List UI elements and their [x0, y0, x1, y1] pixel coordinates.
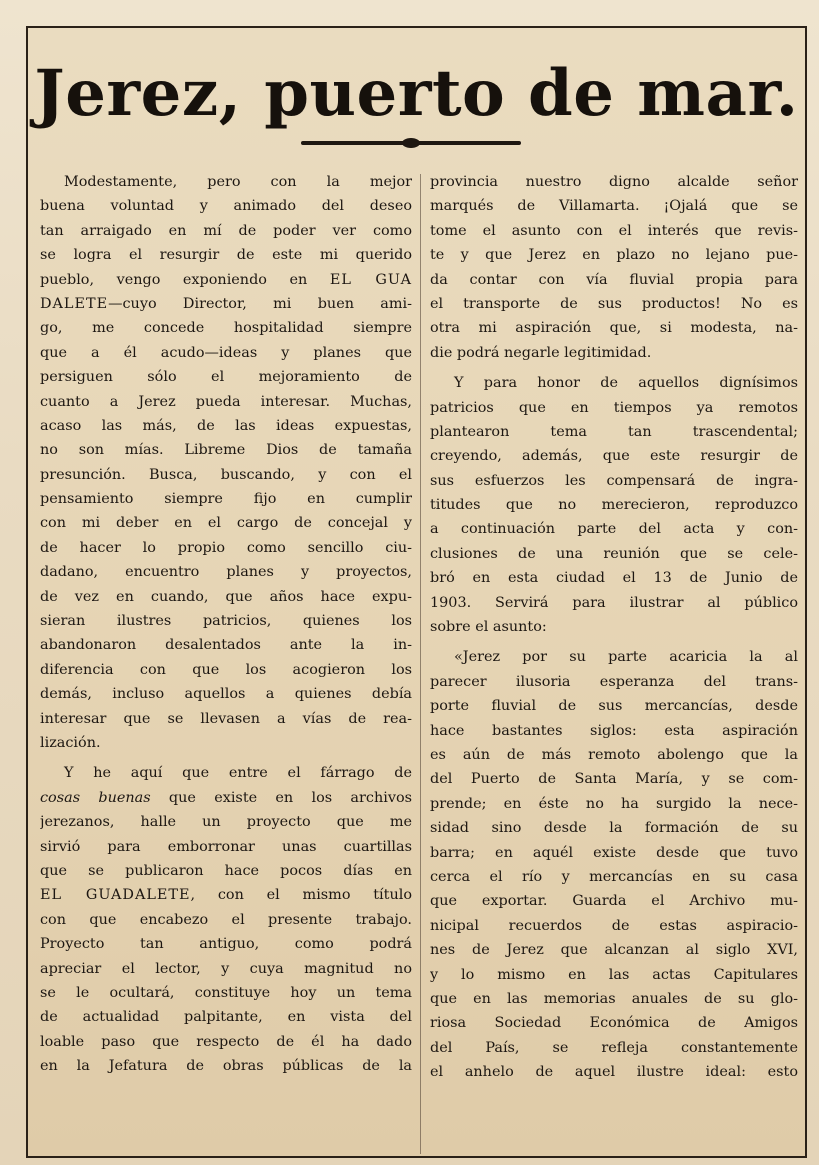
text-line: apreciar el lector, y cuya magnitud no [40, 960, 412, 977]
text-line: del País, se refleja constantemente [430, 1039, 798, 1056]
text-line: que exportar. Guarda el Archivo mu- [430, 893, 798, 910]
text-line: sirvió para emborronar unas cuartillas [40, 838, 412, 855]
paragraph [430, 170, 798, 365]
text-line: sobre el asunto: [430, 619, 547, 636]
text-line: loable paso que respecto de él ha dado [40, 1033, 412, 1050]
text-line: barra; en aquél existe desde que tuvo [430, 844, 798, 861]
text-line: porte fluvial de sus mercancías, desde [430, 698, 798, 715]
paragraph [430, 371, 798, 639]
text-line: lización. [40, 734, 101, 751]
text-line: en la Jefatura de obras públicas de la [40, 1058, 412, 1075]
text-line: riosa Sociedad Económica de Amigos [430, 1015, 798, 1032]
right-column [430, 170, 798, 1084]
text-line: go, me concede hospitalidad siempre [40, 320, 412, 337]
text-line: nes de Jerez que alcanzan al siglo XVI, [430, 942, 798, 959]
column-divider [420, 174, 421, 1154]
text-line: prende; en éste no ha surgido la nece- [430, 795, 798, 812]
text-line: die podrá negarle legitimidad. [430, 344, 652, 361]
text-line: sieran ilustres patricios, quienes los [40, 613, 412, 630]
text-line: cosas buenas que existe en los archivos [40, 789, 412, 806]
text-line: plantearon tema tan trascendental; [430, 423, 798, 440]
text-line: que se publicaron hace pocos días en [40, 862, 412, 879]
text-line: da contar con vía fluvial propia para [430, 271, 798, 288]
text-line: bró en esta ciudad el 13 de Junio de [430, 570, 798, 587]
newspaper-name: EL GUA [329, 271, 412, 288]
text-line: pensamiento siempre fijo en cumplir [40, 491, 412, 508]
text-line: acaso las más, de las ideas expuestas, [40, 417, 412, 434]
newspaper-name: EL GUADALETE [40, 887, 191, 904]
text-line: cuanto a Jerez pueda interesar. Muchas, [40, 393, 412, 410]
text-line: «Jerez por su parte acaricia la al [454, 649, 798, 666]
text-line: con mi deber en el cargo de concejal y [40, 515, 412, 532]
text-line: marqués de Villamarta. ¡Ojalá que se [430, 198, 798, 215]
text-line: del Puerto de Santa María, y se com- [430, 771, 798, 788]
text-line: de hacer lo propio como sencillo ciu- [40, 539, 412, 556]
paragraph [430, 645, 798, 1084]
text-line: sus esfuerzos les compensará de ingra- [430, 472, 798, 489]
text-line: de actualidad palpitante, en vista del [40, 1009, 412, 1026]
text-line: patricios que en tiempos ya remotos [430, 399, 798, 416]
text-line: buena voluntad y animado del deseo [40, 198, 412, 215]
text-line: clusiones de una reunión que se cele- [430, 545, 798, 562]
paragraph [40, 170, 412, 755]
newspaper-name: DALETE [40, 295, 109, 312]
text-line: que en las memorias anuales de su glo- [430, 990, 798, 1007]
text-line: hace bastantes siglos: esta aspiración [430, 722, 798, 739]
text-line: sidad sino desde la formación de su [430, 820, 798, 837]
text-line: nicipal recuerdos de estas aspiracio- [430, 917, 798, 934]
text-line: abandonaron desalentados ante la in- [40, 637, 412, 654]
text-line: tome el asunto con el interés que revis- [430, 222, 798, 239]
text-line: dadano, encuentro planes y proyectos, [40, 564, 412, 581]
text-line: con que encabezo el presente trabajo. [40, 911, 412, 928]
text-line: otra mi aspiración que, si modesta, na- [430, 320, 798, 337]
text-line: DALETE—cuyo Director, mi buen ami- [40, 295, 412, 312]
text-line: te y que Jerez en plazo no lejano pue- [430, 247, 798, 264]
text-line: no son mías. Libreme Dios de tamaña [40, 442, 412, 459]
text-line: Y para honor de aquellos dignísimos [454, 375, 798, 392]
text-line: a continuación parte del acta y con- [430, 521, 798, 538]
text-line: creyendo, además, que este resurgir de [430, 448, 798, 465]
decorative-rule-center [402, 138, 420, 148]
text-line: EL GUADALETE, con el mismo título [40, 887, 412, 904]
italic-phrase: cosas buenas [40, 789, 151, 806]
text-line: Proyecto tan antiguo, como podrá [40, 936, 412, 953]
paragraph [40, 761, 412, 1078]
text-line: interesar que se llevasen a vías de rea- [40, 710, 412, 727]
text-line: Y he aquí que entre el fárrago de [64, 765, 412, 782]
text-line: el transporte de sus productos! No es [430, 295, 798, 312]
article-headline: Jerez, puerto de mar. [34, 56, 799, 131]
text-line: presunción. Busca, buscando, y con el [40, 466, 412, 483]
text-line: de vez en cuando, que años hace expu- [40, 588, 412, 605]
text-line: demás, incluso aquellos a quienes debía [40, 686, 412, 703]
text-line: titudes que no merecieron, reproduzco [430, 497, 798, 514]
text-line: parecer ilusoria esperanza del trans- [430, 673, 798, 690]
text-line: pueblo, vengo exponiendo en EL GUA [40, 271, 412, 288]
text-line: 1903. Servirá para ilustrar al público [430, 594, 798, 611]
text-line: es aún de más remoto abolengo que la [430, 746, 798, 763]
text-line: que a él acudo—ideas y planes que [40, 344, 412, 361]
text-line: se le ocultará, constituye hoy un tema [40, 984, 412, 1001]
text-line: persiguen sólo el mejoramiento de [40, 369, 412, 386]
newspaper-clipping [26, 26, 807, 1158]
text-line: tan arraigado en mí de poder ver como [40, 222, 412, 239]
text-line: provincia nuestro digno alcalde señor [430, 174, 798, 190]
text-line: el anhelo de aquel ilustre ideal: esto [430, 1064, 798, 1081]
text-line: cerca el río y mercancías en su casa [430, 868, 798, 885]
text-line: se logra el resurgir de este mi querido [40, 247, 412, 264]
text-line: diferencia con que los acogieron los [40, 661, 412, 678]
text-line: y lo mismo en las actas Capitulares [430, 966, 798, 983]
text-line: Modestamente, pero con la mejor [64, 174, 412, 190]
text-line: jerezanos, halle un proyecto que me [40, 814, 412, 831]
left-column [40, 170, 412, 1078]
